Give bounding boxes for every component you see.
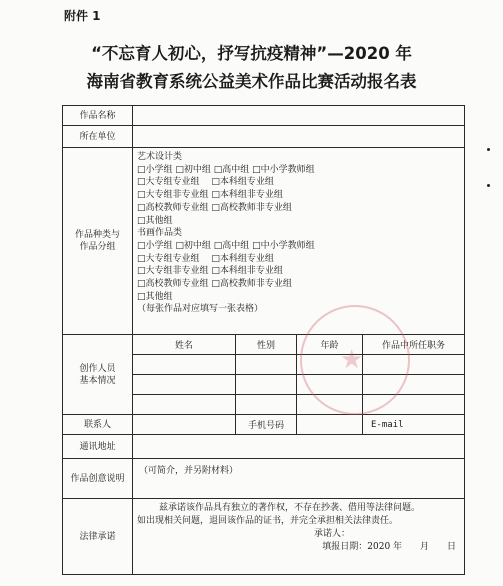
category-options[interactable] <box>133 148 465 335</box>
category-line[interactable]: □小学组 □初中组 □高中组 □中小学教师组 <box>137 240 315 251</box>
seal-star-icon: ★ <box>340 345 364 375</box>
email-label: E-mail <box>371 419 404 430</box>
creator-role-cell[interactable] <box>363 375 465 395</box>
creator-role-cell[interactable] <box>363 355 465 375</box>
creator-name-cell[interactable] <box>133 375 236 395</box>
row-contact <box>63 415 465 435</box>
creator-label-line2: 基本情况 <box>79 375 116 386</box>
category-label <box>63 148 133 335</box>
law-label: 法律承诺 <box>63 499 133 575</box>
work-name-field[interactable] <box>133 106 465 126</box>
category-line[interactable]: □小学组 □初中组 □高中组 □中小学教师组 <box>137 164 315 175</box>
work-name-label: 作品名称 <box>63 106 133 126</box>
law-statement <box>133 499 465 575</box>
contact-field[interactable] <box>133 415 236 435</box>
category-line[interactable]: □其他组 <box>137 291 173 302</box>
creator-age-cell[interactable] <box>297 355 363 375</box>
category-line[interactable]: □高校教师专业组 □高校教师非专业组 <box>137 279 292 290</box>
category-line[interactable]: □大专组非专业组 □本科组非专业组 <box>137 266 283 277</box>
contact-label: 联系人 <box>63 415 133 435</box>
creative-note: （可简介，并另附材料） <box>139 466 239 476</box>
creator-name-cell[interactable] <box>133 395 236 415</box>
category-line[interactable]: □其他组 <box>137 215 173 226</box>
law-line2: 如出现相关问题，退回该作品的证书，并完全承担相关法律责任。 <box>137 516 399 526</box>
law-date: 填报日期：2020 年 月 日 <box>322 542 457 552</box>
header-name: 姓名 <box>133 335 236 355</box>
row-address <box>63 435 465 459</box>
creative-field[interactable] <box>133 459 465 499</box>
row-creator-header <box>63 335 465 355</box>
creator-label-line1: 创作人员 <box>79 363 116 374</box>
form-title-line2: 海南省教育系统公益美术作品比赛活动报名表 <box>86 72 417 91</box>
law-line1: 兹承诺该作品具有独立的著作权，不存在抄袭、借用等法律问题。 <box>159 503 421 513</box>
email-cell[interactable] <box>363 415 465 435</box>
scan-speck <box>487 148 490 151</box>
unit-label: 所在单位 <box>63 126 133 148</box>
row-category <box>63 148 465 335</box>
annex-label: 附件 1 <box>64 9 101 23</box>
creator-name-cell[interactable] <box>133 355 236 375</box>
category-label-line1: 作品种类与 <box>74 230 120 240</box>
phone-label: 手机号码 <box>236 415 297 435</box>
creator-label <box>63 335 133 415</box>
creator-gender-cell[interactable] <box>236 355 297 375</box>
unit-field[interactable] <box>133 126 465 148</box>
phone-field[interactable] <box>297 415 363 435</box>
row-unit <box>63 126 465 148</box>
category-line[interactable]: □大专组非专业组 □本科组非专业组 <box>137 190 283 201</box>
law-signer: 承诺人： <box>314 529 351 539</box>
creator-gender-cell[interactable] <box>236 395 297 415</box>
address-label: 通讯地址 <box>63 435 133 459</box>
row-work-name <box>63 106 465 126</box>
header-role: 作品中所任职务 <box>363 335 465 355</box>
category-label-line2: 作品分组 <box>79 242 116 252</box>
registration-form-table <box>62 105 465 575</box>
category-note: （每张作品对应填写一张表格） <box>137 304 264 315</box>
row-creative <box>63 459 465 499</box>
category-line[interactable]: □大专组专业组 □本科组专业组 <box>137 177 274 188</box>
creator-role-cell[interactable] <box>363 395 465 415</box>
category-line: 书画作品类 <box>137 228 183 239</box>
header-age: 年龄 <box>297 335 363 355</box>
row-law <box>63 499 465 575</box>
header-gender: 性别 <box>236 335 297 355</box>
creator-gender-cell[interactable] <box>236 375 297 395</box>
creator-age-cell[interactable] <box>297 395 363 415</box>
creator-age-cell[interactable] <box>297 375 363 395</box>
category-line[interactable]: □高校教师专业组 □高校教师非专业组 <box>137 202 292 213</box>
address-field[interactable] <box>133 435 465 459</box>
scan-speck <box>487 184 490 187</box>
form-title-line1: “不忘育人初心，抒写抗疫精神”—2020 年 <box>91 44 412 63</box>
category-line[interactable]: □大专组专业组 □本科组专业组 <box>137 253 274 264</box>
category-line: 艺术设计类 <box>137 152 183 162</box>
creative-label: 作品创意说明 <box>63 459 133 499</box>
